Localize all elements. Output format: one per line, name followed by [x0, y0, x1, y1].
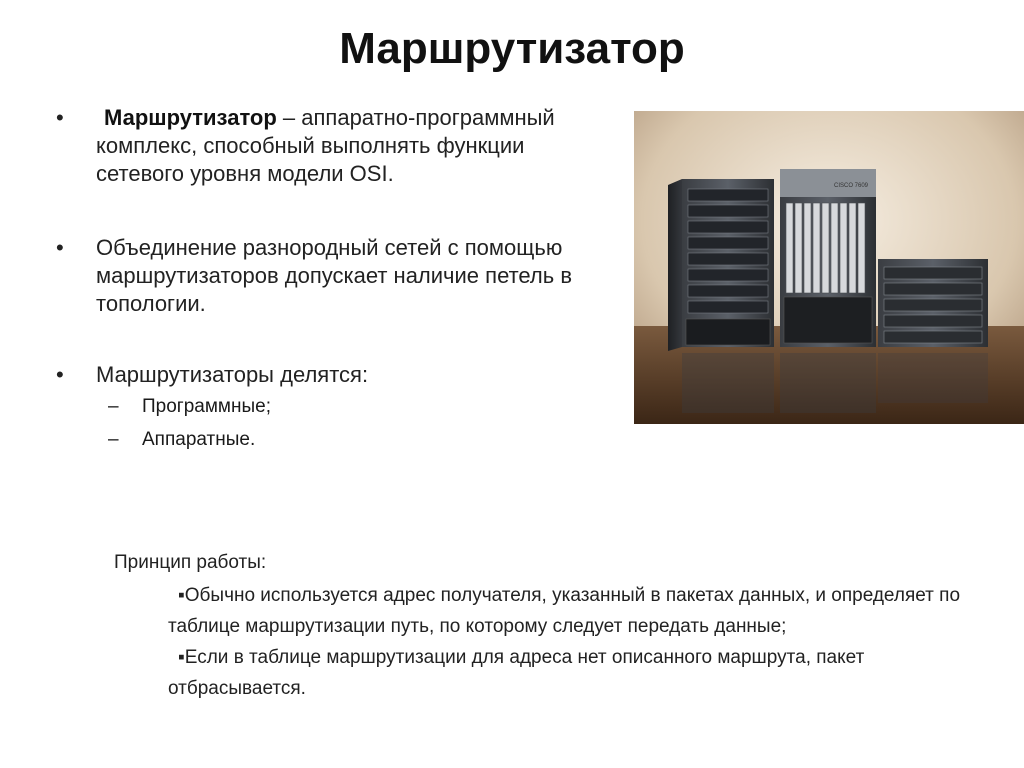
- bullet-bold-term: Маршрутизатор: [104, 105, 277, 130]
- bullet-list: [56, 104, 596, 455]
- principle-item: [114, 580, 994, 642]
- bullet-definition: [56, 104, 596, 188]
- principle-heading: Принцип работы:: [114, 552, 267, 573]
- subitem-software: [56, 391, 596, 422]
- bullet-networks: [56, 234, 596, 318]
- device-label: CISCO 7609: [834, 183, 869, 189]
- square-bullet: ▪: [178, 647, 185, 668]
- principle-item-text: Обычно используется адрес получателя, указанный в пакетах данных, и определяет по таблице маршрутизации путь, по которому следует передать данные;: [168, 585, 961, 637]
- dash-marker: –: [108, 429, 119, 450]
- subitem-hardware: [56, 424, 596, 455]
- subitem-text: Аппаратные.: [142, 429, 256, 450]
- bullet-text: – аппаратно-программный комплекс, способный выполнять функции сетевого уровня модели OSI.: [96, 105, 555, 186]
- principle-item-text: Если в таблице маршрутизации для адреса нет описанного маршрута, пакет отбрасывается.: [168, 647, 865, 699]
- principle-item: [114, 642, 994, 704]
- bullet-text: Объединение разнородный сетей с помощью маршрутизаторов допускает наличие петель в топологии.: [96, 235, 573, 316]
- router-photo: [634, 111, 1024, 424]
- bullet-dot: •: [56, 362, 64, 387]
- bullet-text: Маршрутизаторы делятся:: [96, 362, 369, 387]
- subitem-text: Программные;: [142, 396, 271, 417]
- bullet-dot: •: [56, 105, 64, 130]
- dash-marker: –: [108, 396, 119, 417]
- slide-title: Маршрутизатор: [339, 24, 685, 73]
- bullet-dot: •: [56, 235, 64, 260]
- square-bullet: ▪: [178, 585, 185, 606]
- bullet-types: [56, 361, 596, 389]
- principle-block: [114, 548, 994, 704]
